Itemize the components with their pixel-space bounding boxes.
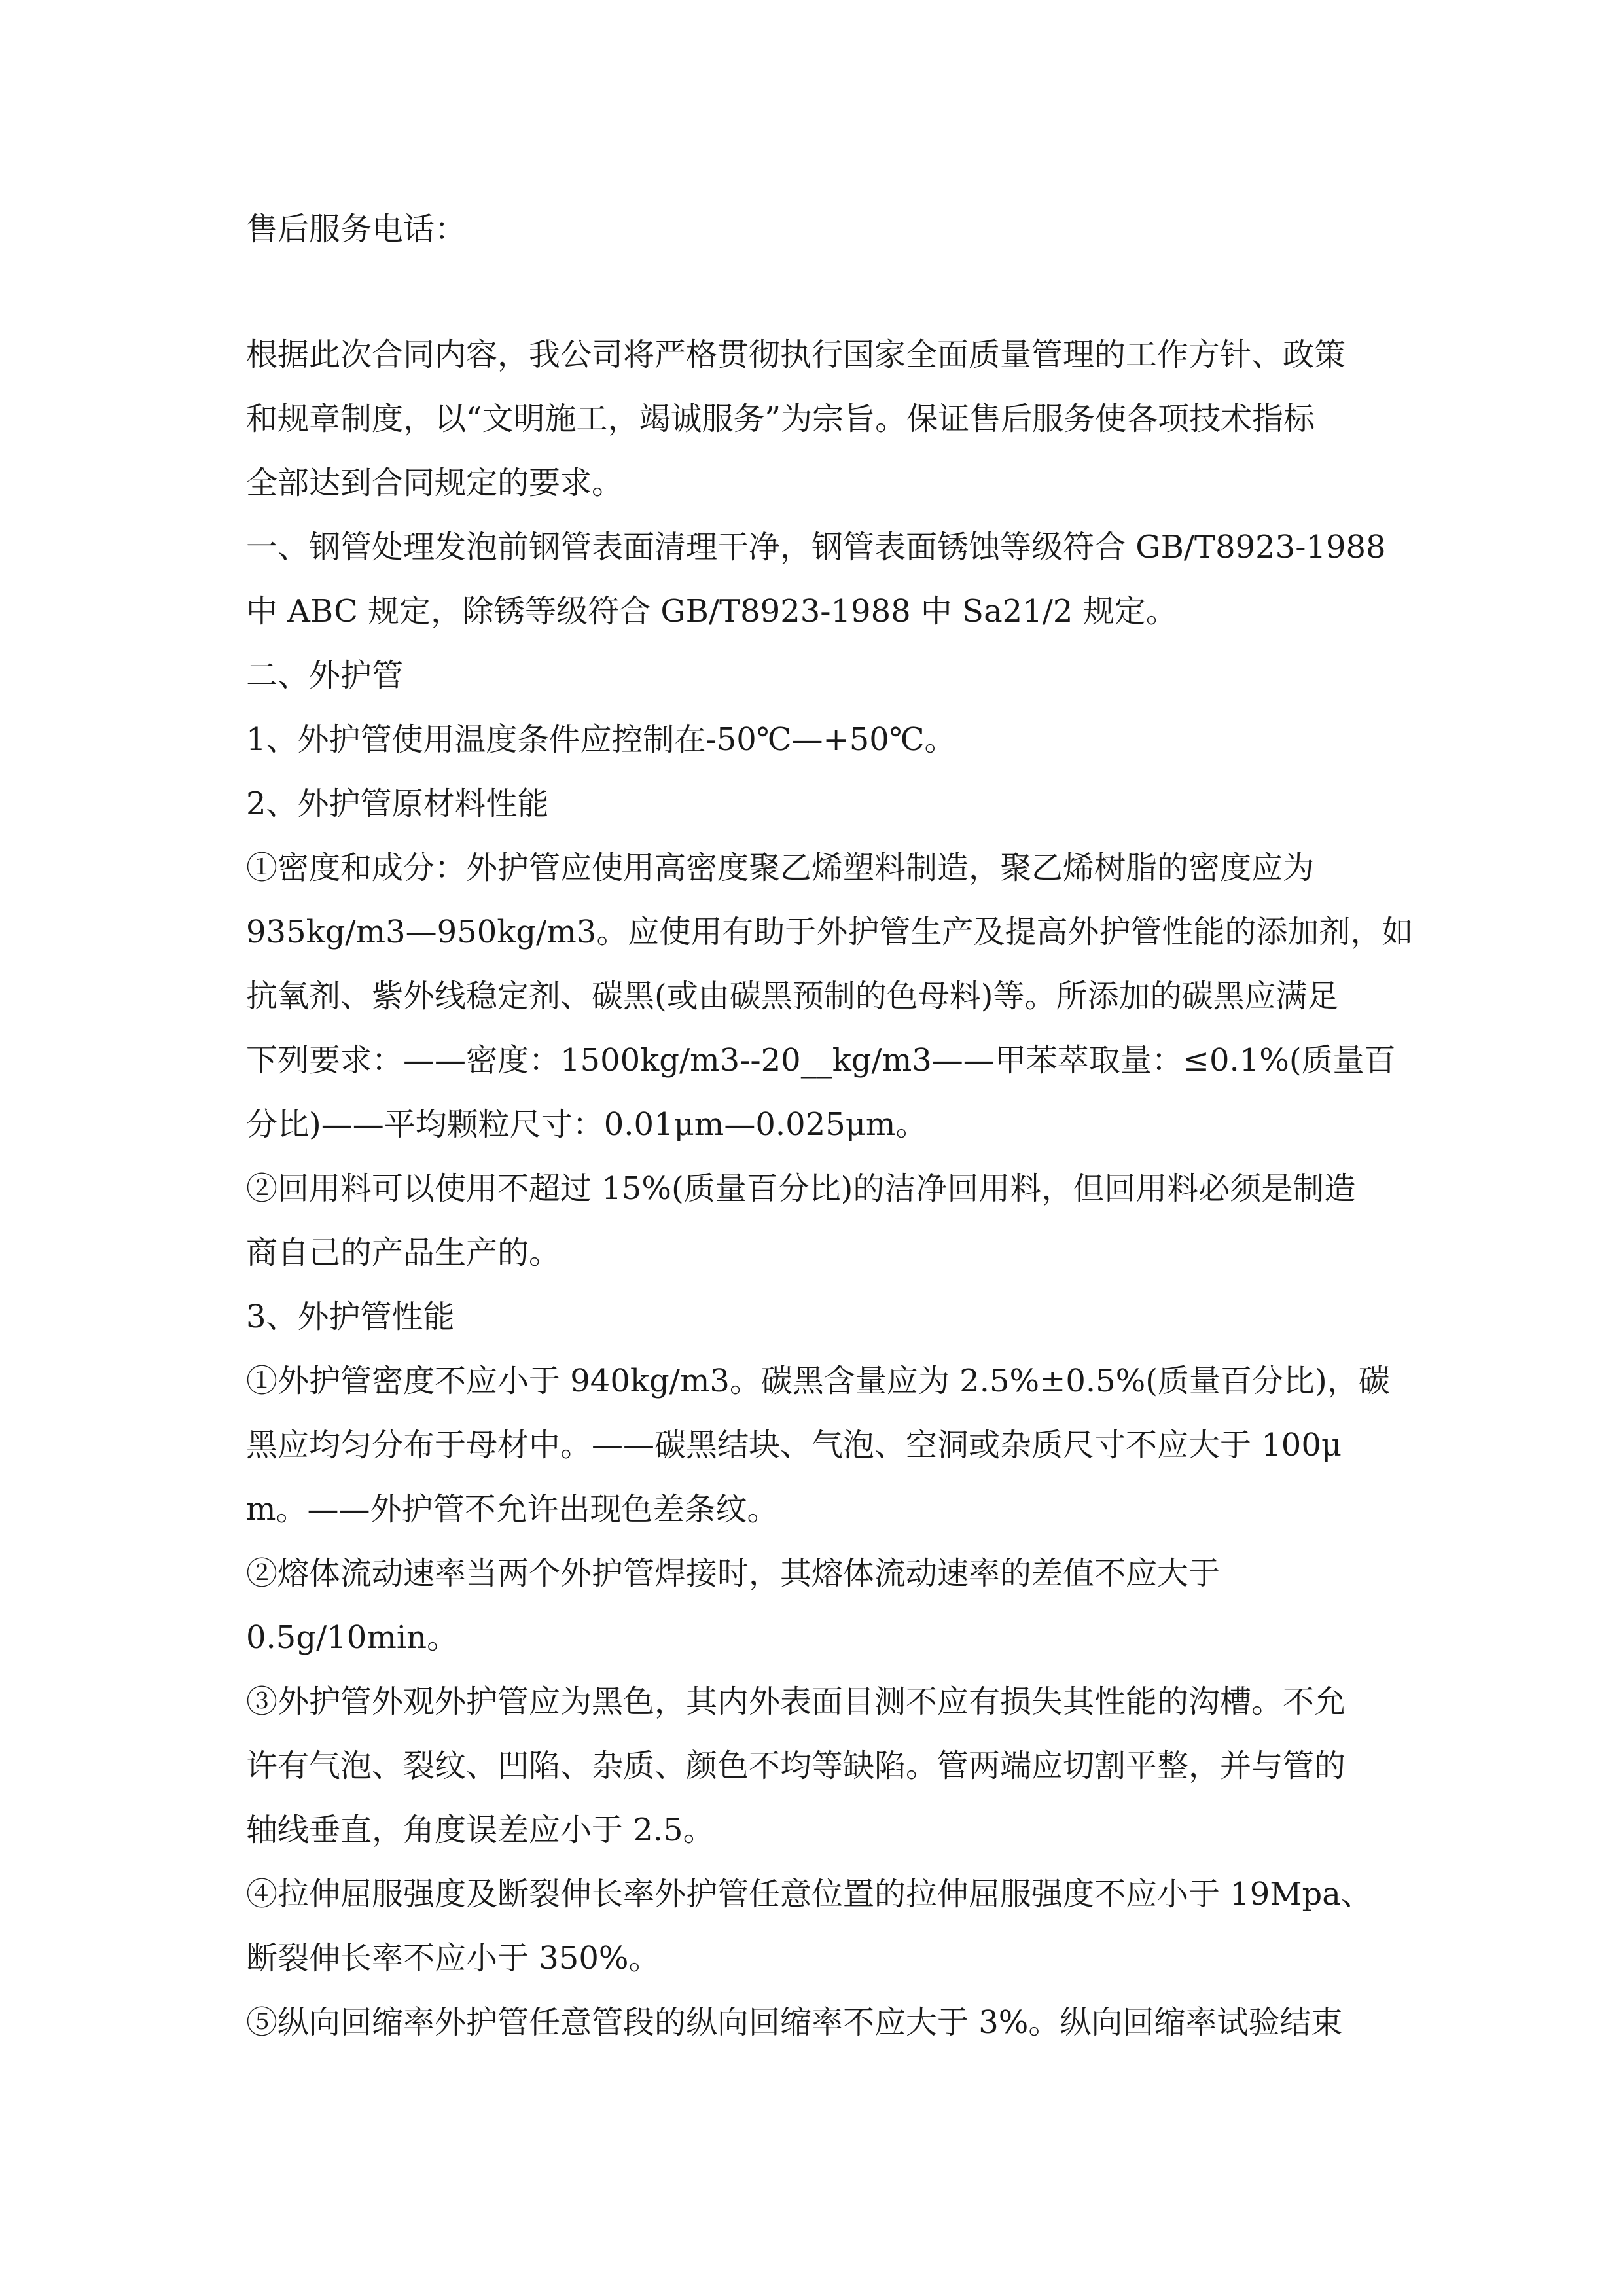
section-2-heading: 二、外护管 — [246, 657, 404, 694]
paragraph-line: 全部达到合同规定的要求。 — [246, 465, 624, 501]
paragraph-line: 1、外护管使用温度条件应控制在-50℃—+50℃。 — [246, 721, 956, 758]
paragraph-line: 下列要求：——密度：1500kg/m3--20__kg/m3——甲苯萃取量：≤0.1%(质量百 — [246, 1042, 1396, 1079]
paragraph-line: ③外护管外观外护管应为黑色，其内外表面目测不应有损失其性能的沟槽。不允 — [246, 1683, 1346, 1720]
paragraph-line: 商自己的产品生产的。 — [246, 1234, 561, 1271]
paragraph-line: 轴线垂直，角度误差应小于 2.5。 — [246, 1812, 715, 1848]
paragraph-line: ②熔体流动速率当两个外护管焊接时，其熔体流动速率的差值不应大于 — [246, 1555, 1221, 1592]
paragraph-line: 抗氧剂、紫外线稳定剂、碳黑(或由碳黑预制的色母料)等。所添加的碳黑应满足 — [246, 978, 1339, 1014]
paragraph-line: 0.5g/10min。 — [246, 1619, 459, 1656]
paragraph-line: 中 ABC 规定，除锈等级符合 GB/T8923-1988 中 Sa21/2 规定。 — [246, 593, 1177, 630]
paragraph-line: 许有气泡、裂纹、凹陷、杂质、颜色不均等缺陷。管两端应切割平整，并与管的 — [246, 1748, 1346, 1784]
paragraph-line: 断裂伸长率不应小于 350%。 — [246, 1940, 660, 1977]
subsection-heading: 2、外护管原材料性能 — [246, 785, 549, 822]
section-1-heading: 一、钢管处理发泡前钢管表面清理干净，钢管表面锈蚀等级符合 GB/T8923-1988 — [246, 529, 1386, 565]
paragraph-line: ⑤纵向回缩率外护管任意管段的纵向回缩率不应大于 3%。纵向回缩率试验结束 — [246, 2004, 1343, 2041]
paragraph-line: 黑应均匀分布于母材中。——碳黑结块、气泡、空洞或杂质尺寸不应大于 100μ — [246, 1427, 1342, 1463]
subsection-heading: 3、外护管性能 — [246, 1299, 455, 1335]
paragraph-line: m。——外护管不允许出现色差条纹。 — [246, 1491, 779, 1528]
service-phone-label: 售后服务电话： — [246, 211, 467, 247]
paragraph-line: ②回用料可以使用不超过 15%(质量百分比)的洁净回用料，但回用料必须是制造 — [246, 1170, 1356, 1207]
paragraph-line: 分比)——平均颗粒尺寸：0.01μm—0.025μm。 — [246, 1106, 927, 1143]
paragraph-line: ①密度和成分：外护管应使用高密度聚乙烯塑料制造，聚乙烯树脂的密度应为 — [246, 850, 1315, 886]
paragraph-line: 935kg/m3—950kg/m3。应使用有助于外护管生产及提高外护管性能的添加剂，如 — [246, 914, 1414, 950]
paragraph-line: 根据此次合同内容，我公司将严格贯彻执行国家全面质量管理的工作方针、政策 — [246, 336, 1346, 373]
paragraph-line: ①外护管密度不应小于 940kg/m3。碳黑含量应为 2.5%±0.5%(质量百分比)，碳 — [246, 1363, 1390, 1399]
paragraph-line: 和规章制度，以“文明施工，竭诚服务”为宗旨。保证售后服务使各项技术指标 — [246, 401, 1315, 437]
paragraph-line: ④拉伸屈服强度及断裂伸长率外护管任意位置的拉伸屈服强度不应小于 19Mpa、 — [246, 1876, 1372, 1912]
